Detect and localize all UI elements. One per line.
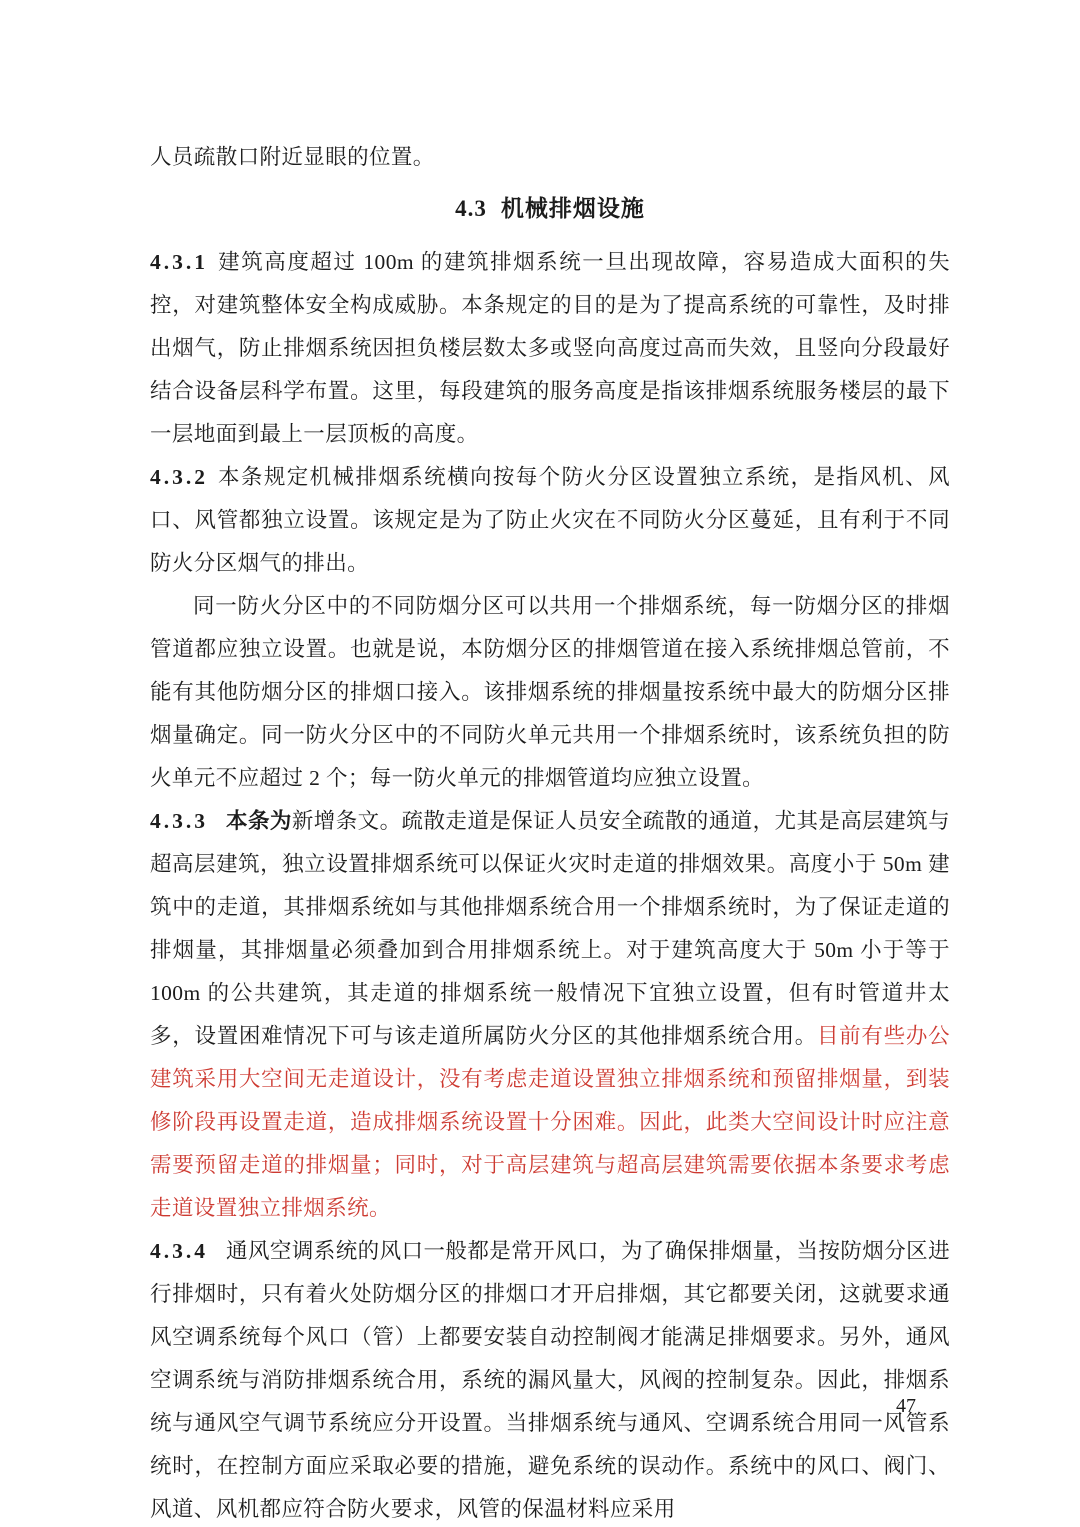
- section-number: 4.3: [455, 196, 487, 221]
- clause-text: 通风空调系统的风口一般都是常开风口，为了确保排烟量，当按防烟分区进行排烟时，只有着火处防烟分区的排烟口才开启排烟，其它都要关闭，这就要求通风空调系统每个风口（管）上都要安装自动控制阀才能满足排烟要求。另外，通风空调系统与消防排烟系统合用，系统的漏风量大，风阀的控制复杂。因此，排烟系统与通风空气调节系统应分开设置。当排烟系统与通风、空调系统合用同一风管系统时，在控制方面应采取必要的措施，避免系统的误动作。系统中的风口、阀门、风道、风机都应符合防火要求，风管的保温材料应采用: [150, 1239, 950, 1521]
- clause-4-3-2: [150, 456, 950, 585]
- clause-text: 本条规定机械排烟系统横向按每个防火分区设置独立系统，是指风机、风口、风管都独立设置。该规定是为了防止火灾在不同防火分区蔓延，且有利于不同防火分区烟气的排出。: [150, 465, 950, 575]
- page-number: 47: [896, 1395, 916, 1417]
- clause-text: 新增条文。疏散走道是保证人员安全疏散的通道，尤其是高层建筑与超高层建筑，独立设置排烟系统可以保证火灾时走道的排烟效果。高度小于 50m 建筑中的走道，其排烟系统如与其他排烟系统合用一个排烟系统时，为了保证走道的排烟量，其排烟量必须叠加到合用排烟系统上。对于建筑高度大于 50m 小于等于 100m 的公共建筑，其走道的排烟系统一般情况下宜独立设置，但有时管道井太多，设置困难情况下可与该走道所属防火分区的其他排烟系统合用。: [150, 809, 950, 1048]
- clause-4-3-3: [150, 800, 950, 1230]
- clause-bold-lead: 本条为: [226, 809, 292, 833]
- continuation-text: 人员疏散口附近显眼的位置。: [150, 145, 435, 169]
- clause-number: 4.3.1: [150, 250, 208, 274]
- continuation-paragraph: [150, 136, 950, 179]
- inset-paragraph: [150, 585, 950, 800]
- clause-number: 4.3.4: [150, 1239, 208, 1263]
- clause-number: 4.3.3: [150, 809, 208, 833]
- page-content: [150, 136, 950, 1527]
- inset-paragraph-text: 同一防火分区中的不同防烟分区可以共用一个排烟系统，每一防烟分区的排烟管道都应独立设置。也就是说，本防烟分区的排烟管道在接入系统排烟总管前，不能有其他防烟分区的排烟口接入。该排烟系统的排烟量按系统中最大的防烟分区排烟量确定。同一防火分区中的不同防火单元共用一个排烟系统时，该系统负担的防火单元不应超过 2 个；每一防火单元的排烟管道均应独立设置。: [150, 594, 950, 790]
- clause-number: 4.3.2: [150, 465, 208, 489]
- clause-highlight-text: 目前有些办公建筑采用大空间无走道设计，没有考虑走道设置独立排烟系统和预留排烟量，到装修阶段再设置走道，造成排烟系统设置十分困难。因此，此类大空间设计时应注意需要预留走道的排烟量；同时，对于高层建筑与超高层建筑需要依据本条要求考虑走道设置独立排烟系统。: [150, 1024, 950, 1220]
- clause-4-3-1: [150, 241, 950, 456]
- section-title: 机械排烟设施: [500, 196, 645, 221]
- section-heading: [150, 187, 950, 230]
- clause-4-3-4: [150, 1230, 950, 1527]
- clause-text: 建筑高度超过 100m 的建筑排烟系统一旦出现故障，容易造成大面积的失控，对建筑整体安全构成威胁。本条规定的目的是为了提高系统的可靠性，及时排出烟气，防止排烟系统因担负楼层数太多或竖向高度过高而失效，且竖向分段最好结合设备层科学布置。这里，每段建筑的服务高度是指该排烟系统服务楼层的最下一层地面到最上一层顶板的高度。: [150, 250, 950, 446]
